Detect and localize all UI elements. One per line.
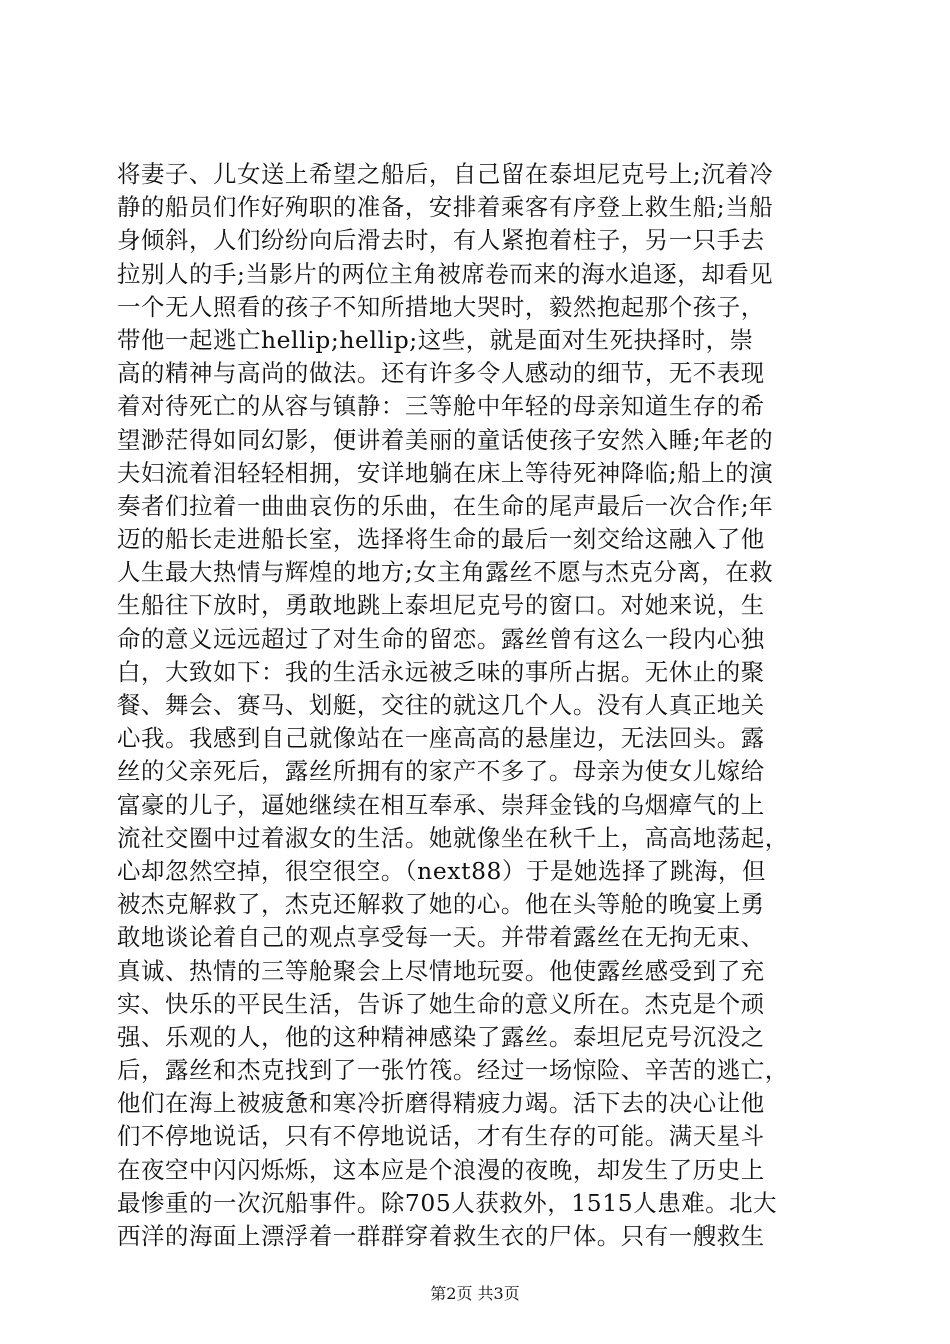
text-line: 一个无人照看的孩子不知所措地大哭时，毅然抱起那个孩子，	[117, 292, 765, 321]
body-paragraph	[117, 158, 833, 1253]
text-line: 着对待死亡的从容与镇静：三等舱中年轻的母亲知道生存的希	[117, 392, 765, 421]
text-line: 带他一起逃亡hellip;hellip;这些，就是面对生死抉择时，崇	[117, 325, 754, 354]
text-line: 迈的船长走进船长室，选择将生命的最后一刻交给这融入了他	[117, 525, 765, 554]
text-line: 夫妇流着泪轻轻相拥，安详地躺在床上等待死神降临;船上的演	[117, 458, 774, 487]
text-line: 心我。我感到自己就像站在一座高高的悬崖边，无法回头。露	[117, 724, 765, 753]
text-line: 命的意义远远超过了对生命的留恋。露丝曾有这么一段内心独	[117, 624, 765, 653]
text-line: 敢地谈论着自己的观点享受每一天。并带着露丝在无拘无束、	[117, 923, 765, 952]
text-line: 将妻子、儿女送上希望之船后，自己留在泰坦尼克号上;沉着冷	[117, 160, 774, 188]
text-line: 心却忽然空掉，很空很空。（next88）于是她选择了跳海，但	[117, 856, 766, 885]
text-line: 拉别人的手;当影片的两位主角被席卷而来的海水追逐，却看见	[117, 259, 774, 288]
text-line: 后，露丝和杰克找到了一张竹筏。经过一场惊险、辛苦的逃亡，	[117, 1056, 789, 1085]
text-line: 高的精神与高尚的做法。还有许多令人感动的细节，无不表现	[117, 359, 765, 388]
text-line: 强、乐观的人，他的这种精神感染了露丝。泰坦尼克号沉没之	[117, 1022, 765, 1051]
text-line: 他们在海上被疲惫和寒冷折磨得精疲力竭。活下去的决心让他	[117, 1089, 765, 1118]
text-line: 被杰克解救了，杰克还解救了她的心。他在头等舱的晚宴上勇	[117, 890, 765, 919]
text-line: 真诚、热情的三等舱聚会上尽情地玩耍。他使露丝感受到了充	[117, 956, 765, 985]
text-line: 生船往下放时，勇敢地跳上泰坦尼克号的窗口。对她来说，生	[117, 591, 765, 620]
text-line: 静的船员们作好殉职的准备，安排着乘客有序登上救生船;当船	[117, 193, 774, 222]
text-line: 富豪的儿子，逼她继续在相互奉承、崇拜金钱的乌烟瘴气的上	[117, 790, 765, 819]
text-line: 们不停地说话，只有不停地说话，才有生存的可能。满天星斗	[117, 1122, 765, 1151]
text-line: 白，大致如下：我的生活永远被乏味的事所占据。无休止的聚	[117, 657, 765, 686]
text-line: 最惨重的一次沉船事件。除705人获救外，1515人患难。北大	[117, 1188, 778, 1217]
text-line: 餐、舞会、赛马、划艇，交往的就这几个人。没有人真正地关	[117, 691, 765, 719]
text-line: 丝的父亲死后，露丝所拥有的家产不多了。母亲为使女儿嫁给	[117, 757, 765, 786]
text-line: 流社交圈中过着淑女的生活。她就像坐在秋千上，高高地荡起，	[117, 823, 789, 852]
text-line: 奏者们拉着一曲曲哀伤的乐曲，在生命的尾声最后一次合作;年	[117, 491, 774, 520]
text-line: 西洋的海面上漂浮着一群群穿着救生衣的尸体。只有一艘救生	[117, 1222, 765, 1250]
text-line: 身倾斜，人们纷纷向后滑去时，有人紧抱着柱子，另一只手去	[117, 226, 765, 255]
text-line: 实、快乐的平民生活，告诉了她生命的意义所在。杰克是个顽	[117, 989, 765, 1018]
text-line: 望渺茫得如同幻影，便讲着美丽的童话使孩子安然入睡;年老的	[117, 425, 774, 454]
text-line: 在夜空中闪闪烁烁，这本应是个浪漫的夜晚，却发生了历史上	[117, 1155, 765, 1184]
text-line: 人生最大热情与辉煌的地方;女主角露丝不愿与杰克分离，在救	[117, 558, 774, 587]
page-number-footer: 第2页 共3页	[430, 1284, 520, 1303]
